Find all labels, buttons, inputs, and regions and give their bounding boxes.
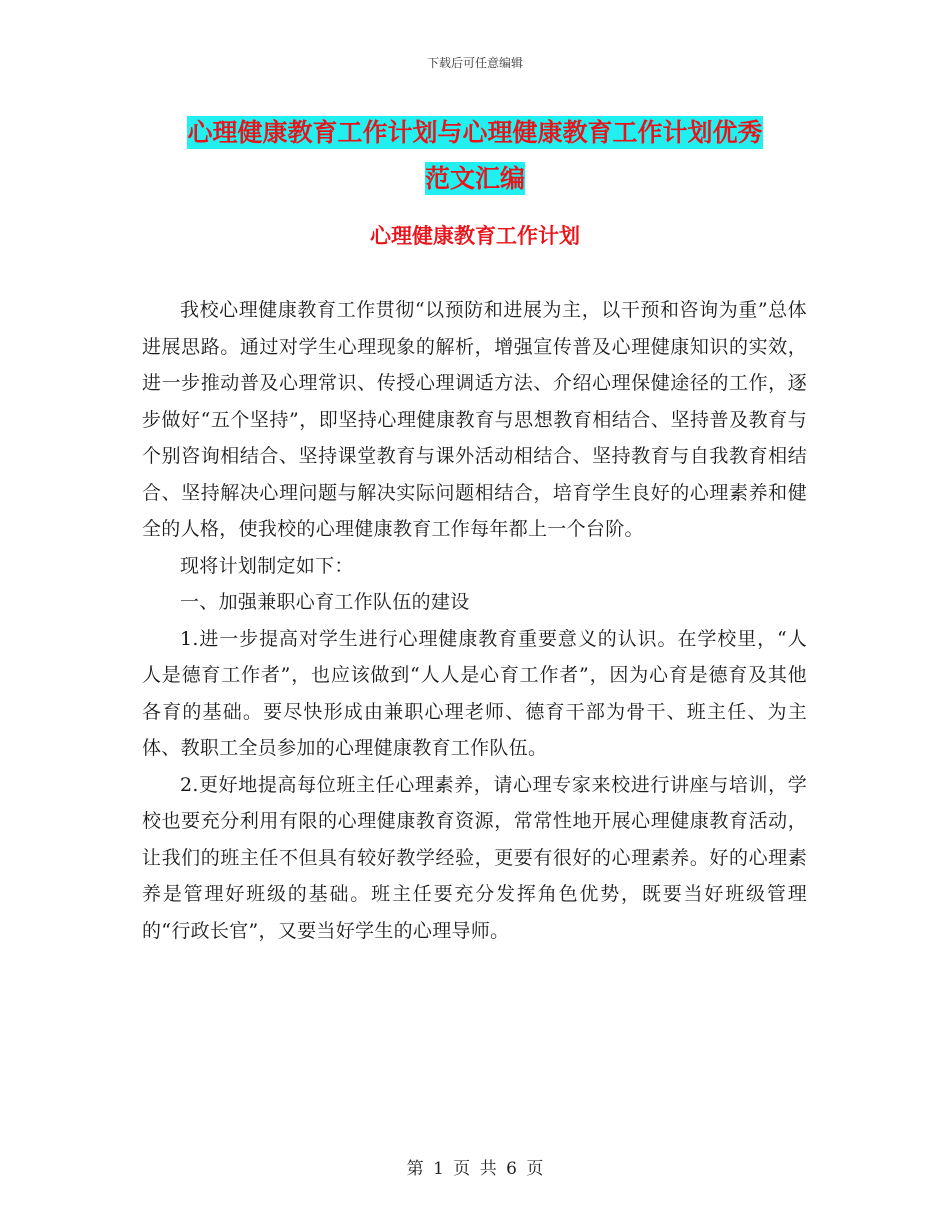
document-title-line-1: 心理健康教育工作计划与心理健康教育工作计划优秀 — [187, 118, 763, 147]
body-text — [142, 292, 807, 949]
paragraph-item-1: 1.进一步提高对学生进行心理健康教育重要意义的认识。在学校里，“人人是德育工作者”，也应该做到“人人是心育工作者”，因为心育是德育及其他各育的基础。要尽快形成由兼职心理老师、德育干部为骨干、班主任、为主体、教职工全员参加的心理健康教育工作队伍。 — [142, 627, 807, 759]
paragraph-intro: 我校心理健康教育工作贯彻“以预防和进展为主，以干预和咨询为重”总体进展思路。通过对学生心理现象的解析，增强宣传普及心理健康知识的实效，进一步推动普及心理常识、传授心理调适方法、介绍心理保健途径的工作，逐步做好“五个坚持”，即坚持心理健康教育与思想教育相结合、坚持普及教育与个别咨询相结合、坚持课堂教育与课外活动相结合、坚持教育与自我教育相结合、坚持解决心理问题与解决实际问题相结合，培育学生良好的心理素养和健全的人格，使我校的心理健康教育工作每年都上一个台阶。 — [142, 299, 807, 540]
document-title — [140, 110, 810, 202]
paragraph-item-2: 2.更好地提高每位班主任心理素养，请心理专家来校进行讲座与培训，学校也要充分利用有限的心理健康教育资源，常常性地开展心理健康教育活动，让我们的班主任不但具有较好教学经验，更要有很好的心理素养。好的心理素养是管理好班级的基础。班主任要充分发挥角色优势，既要当好班级管理的“行政长官”，又要当好学生的心理导师。 — [142, 773, 807, 942]
paragraph-plan-lead: 现将计划制定如下： — [180, 554, 354, 577]
document-title-line-2: 范文汇编 — [424, 164, 525, 193]
paragraph-heading-1: 一、加强兼职心育工作队伍的建设 — [180, 591, 470, 613]
section-title: 心理健康教育工作计划 — [370, 223, 580, 248]
page-footer: 第 1 页 共 6 页 — [406, 1159, 544, 1179]
header-note: 下载后可任意编辑 — [426, 56, 523, 70]
